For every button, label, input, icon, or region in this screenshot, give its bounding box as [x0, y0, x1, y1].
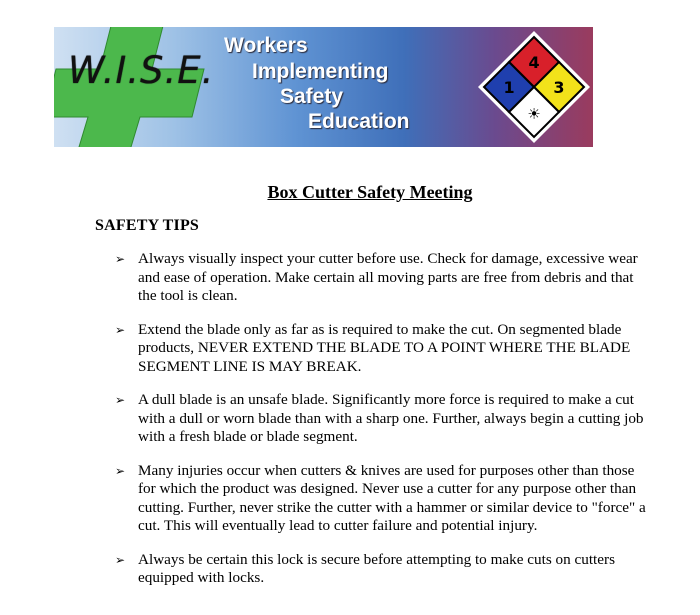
list-item [112, 321, 652, 377]
arrow-bullet-icon: ➢ [115, 322, 126, 337]
list-item [112, 462, 652, 536]
tip-text: Many injuries occur when cutters & knives are used for purposes other than those for which the product was designed. Never use a cutter for any purpose other than cutting. Further, never strike the cutter with a hammer or similar device to "force" a cut. This will eventually lead to cutter failure and potential injury. [138, 461, 646, 534]
flammability-rating: 4 [528, 53, 540, 72]
document-title: Box Cutter Safety Meeting [267, 182, 473, 202]
tip-text: A dull blade is an unsafe blade. Significantly more force is required to make a cut with a dull or worn blade than with a sharp one. Further, always begin a cutting job with a fresh blade or blade segment. [138, 391, 644, 445]
arrow-bullet-icon: ➢ [115, 393, 126, 407]
tagline-implementing: Implementing [252, 60, 389, 83]
list-item [112, 391, 652, 447]
hazard-diamond-icon [478, 31, 590, 143]
arrow-bullet-icon: ➢ [115, 463, 126, 478]
safety-tips-list [112, 250, 652, 603]
list-item [112, 250, 652, 306]
tagline-workers: Workers [224, 34, 308, 57]
reactivity-rating: 3 [553, 78, 565, 97]
tip-text: Always visually inspect your cutter before use. Check for damage, excessive wear and ease of operation. Make certain all moving parts are free from debris and that the tool is clean. [138, 250, 638, 304]
tip-text: Always be certain this lock is secure before attempting to make cuts on cutters equipped with locks. [138, 550, 615, 586]
section-heading: SAFETY TIPS [95, 217, 200, 234]
arrow-bullet-icon: ➢ [115, 252, 126, 266]
tip-text: Extend the blade only as far as is required to make the cut. On segmented blade products, NEVER EXTEND THE BLADE TO A POINT WHERE THE BLADE SEGMENT LINE IS MAY BREAK. [138, 320, 631, 375]
wise-banner [54, 27, 593, 147]
list-item [112, 551, 652, 588]
health-rating: 1 [503, 78, 515, 97]
arrow-bullet-icon: ➢ [115, 552, 126, 567]
tagline-safety: Safety [280, 85, 344, 108]
wise-logo: W.I.S.E. [68, 49, 215, 92]
special-hazard-symbol: ☀ [527, 105, 541, 123]
tagline-education: Education [308, 110, 410, 133]
